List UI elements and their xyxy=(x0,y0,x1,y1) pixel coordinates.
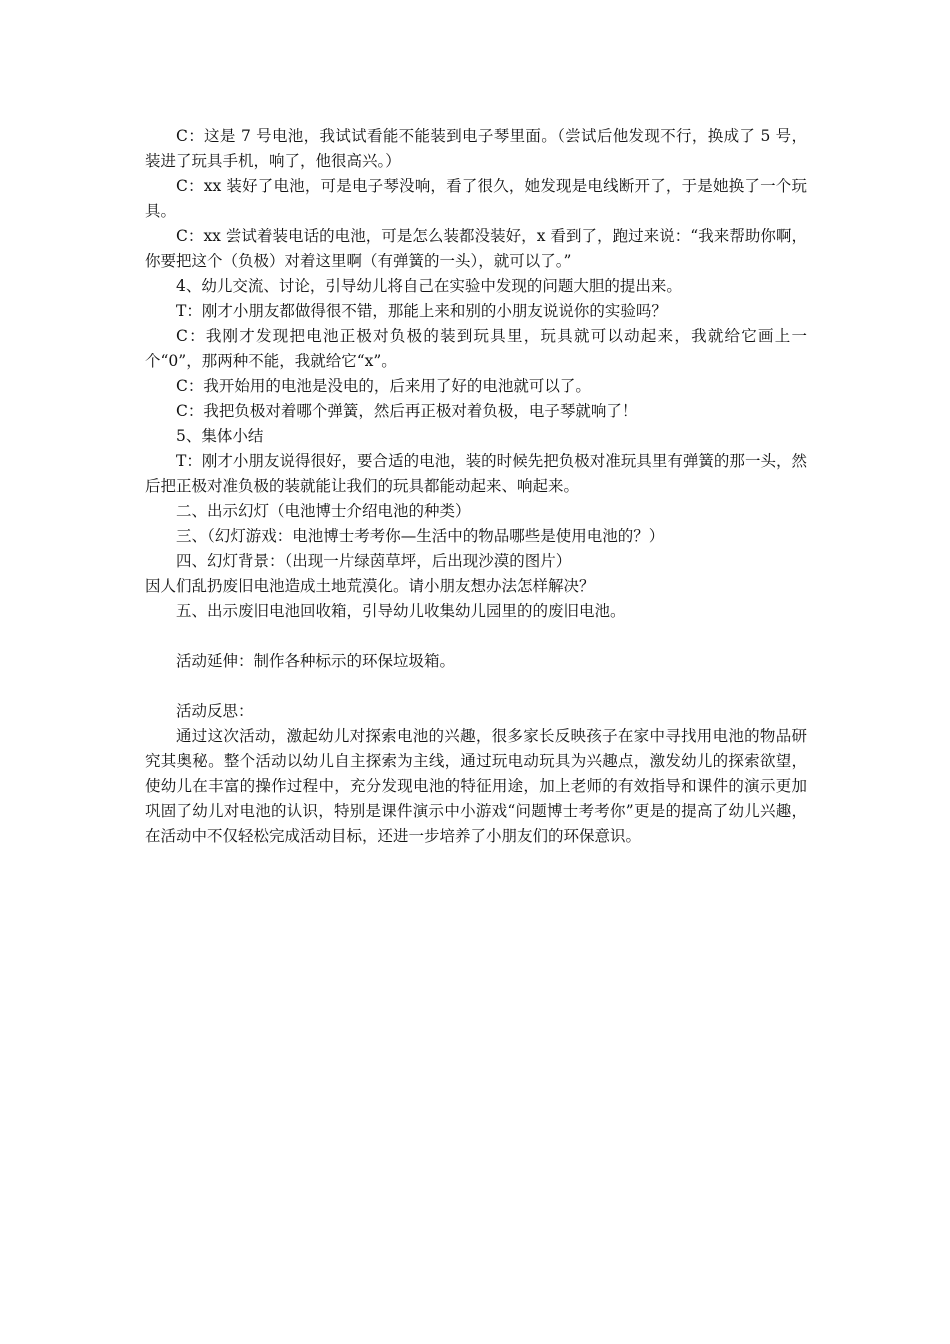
section-three-game: 三、（幻灯游戏：电池博士考考你—生活中的物品哪些是使用电池的？） xyxy=(176,527,665,545)
document-body xyxy=(145,124,807,849)
paragraph-child-battery-7: C：这是 7 号电池，我试试看能不能装到电子琴里面。（尝试后他发现不行，换成了 5 号，装进了玩具手机，响了，他很高兴。） xyxy=(145,127,807,170)
section-step-5: 5、集体小结 xyxy=(176,427,264,445)
section-two-slides: 二、出示幻灯（电池博士介绍电池的种类） xyxy=(176,502,471,520)
paragraph-child-spring: C：我把负极对着哪个弹簧，然后再正极对着负极，电子琴就响了！ xyxy=(176,402,638,420)
section-four-background: 四、幻灯背景：（出现一片绿茵草坪，后出现沙漠的图片） xyxy=(176,552,572,570)
activity-extension: 活动延伸：制作各种标示的环保垃圾箱。 xyxy=(176,652,456,670)
paragraph-keyboard-wire: C：xx 装好了电池，可是电子琴没响，看了很久，她发现是电线断开了，于是她换了一个玩具。 xyxy=(145,177,807,220)
activity-reflection-body: 通过这次活动，激起幼儿对探索电池的兴趣，很多家长反映孩子在家中寻找用电池的物品研究其奥秘。整个活动以幼儿自主探索为主线，通过玩电动玩具为兴趣点，激发幼儿的探索欲望，使幼儿在丰富的操作过程中，充分发现电池的特征用途，加上老师的有效指导和课件的演示更加巩固了幼儿对电池的认识，特别是课件演示中小游戏“问题博士考考你”更是的提高了幼儿兴趣，在活动中不仅轻松完成活动目标，还进一步培养了小朋友们的环保意识。 xyxy=(145,727,807,845)
paragraph-phone-battery-help: C：xx 尝试着装电话的电池，可是怎么装都没装好，x 看到了，跑过来说：“我来帮助你啊，你要把这个（负极）对着这里啊（有弹簧的一头），就可以了。” xyxy=(145,227,807,270)
paragraph-teacher-question: T：刚才小朋友都做得很不错，那能上来和别的小朋友说说你的实验吗？ xyxy=(176,302,667,320)
paragraph-child-polarity: C：我刚才发现把电池正极对负极的装到玩具里，玩具就可以动起来，我就给它画上一个“0”，那两种不能，我就给它“x”。 xyxy=(145,327,807,370)
section-five-recycling: 五、出示废旧电池回收箱，引导幼儿收集幼儿园里的的废旧电池。 xyxy=(176,602,626,620)
paragraph-teacher-summary: T：刚才小朋友说得很好，要合适的电池，装的时候先把负极对准玩具里有弹簧的那一头，然后把正极对准负极的装就能让我们的玩具都能动起来、响起来。 xyxy=(145,452,807,495)
spacer xyxy=(145,674,807,699)
paragraph-desertification: 因人们乱扔废旧电池造成土地荒漠化。请小朋友想办法怎样解决？ xyxy=(145,577,595,595)
section-step-4: 4、幼儿交流、讨论，引导幼儿将自己在实验中发现的问题大胆的提出来。 xyxy=(176,277,682,295)
activity-reflection-heading: 活动反思： xyxy=(176,702,254,720)
paragraph-child-dead-battery: C：我开始用的电池是没电的，后来用了好的电池就可以了。 xyxy=(176,377,591,395)
spacer xyxy=(145,624,807,649)
